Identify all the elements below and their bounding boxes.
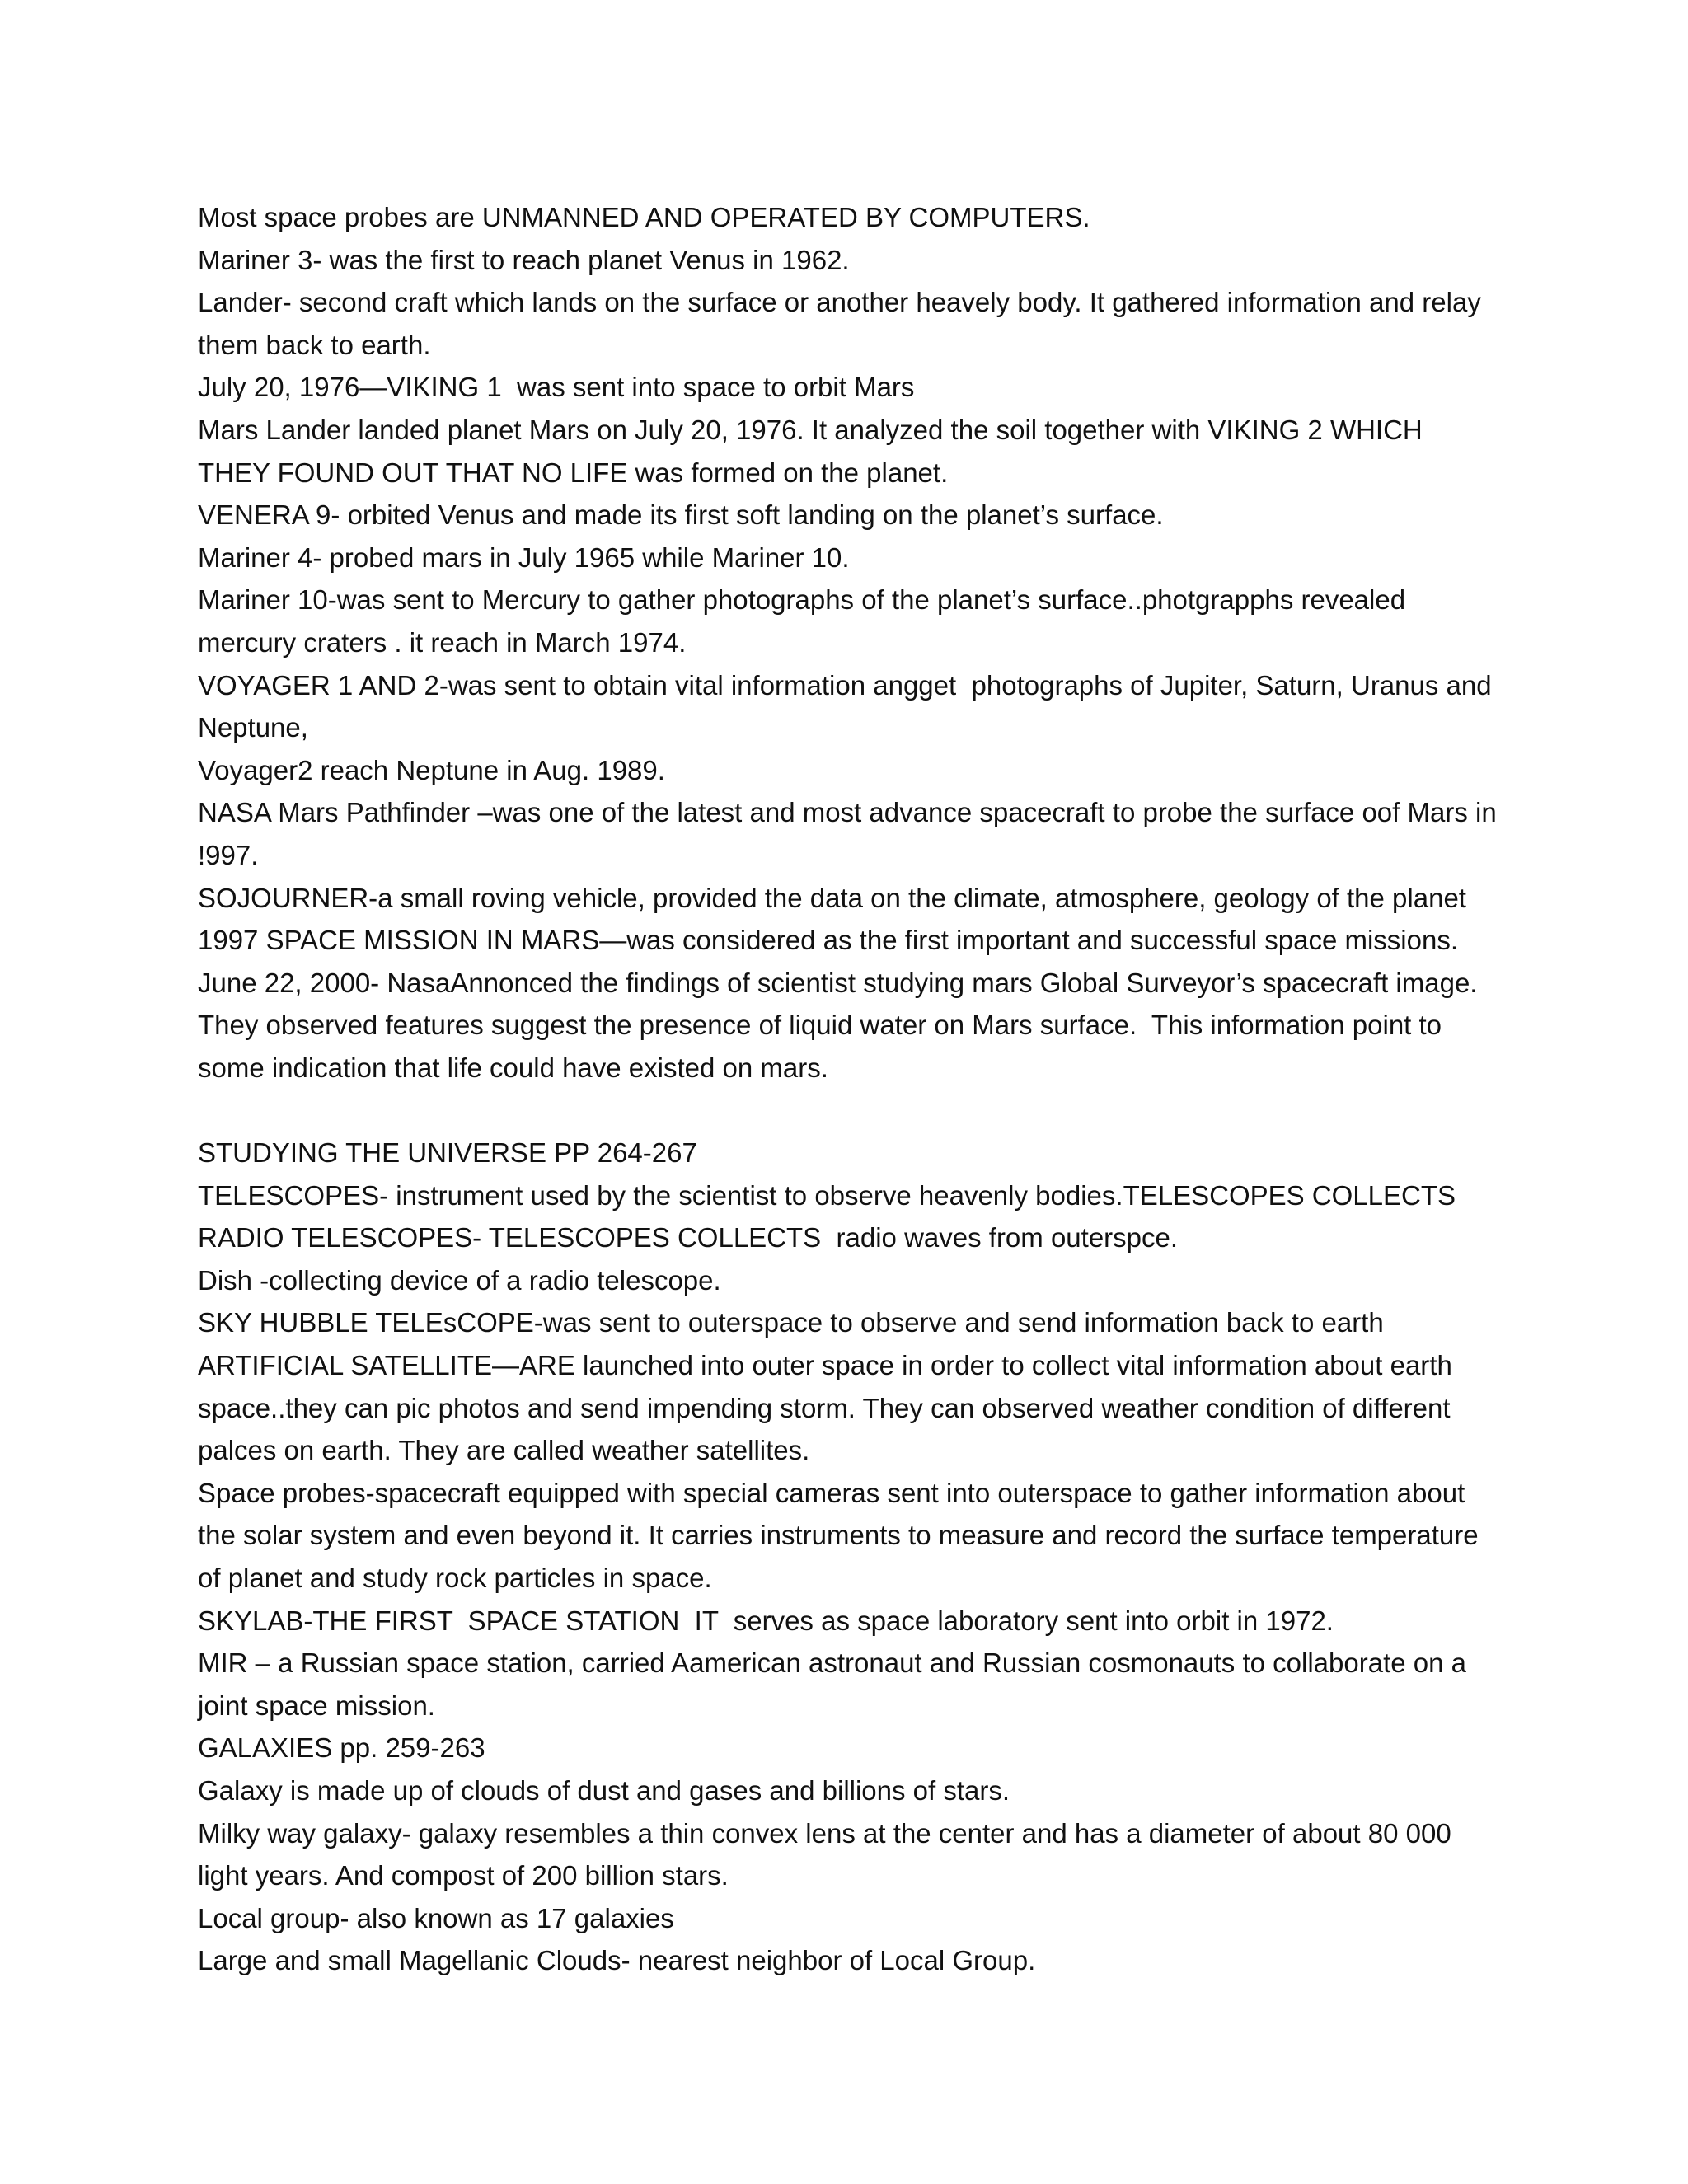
paragraph: ARTIFICIAL SATELLITE—ARE launched into outer space in order to collect vital information about earth space..they can pic photos and send impending storm. They can observed weather condition of different palces on earth. They are called weather satellites. — [198, 1350, 1460, 1466]
paragraph: Space probes-spacecraft equipped with special cameras sent into outerspace to gather information about the solar system and even beyond it. It carries instruments to measure and record the surface temperature of planet and study rock particles in space. — [198, 1477, 1486, 1593]
paragraph: Voyager2 reach Neptune in Aug. 1989. — [198, 754, 665, 785]
paragraph: Local group- also known as 17 galaxies — [198, 1902, 674, 1933]
paragraph: VENERA 9- orbited Venus and made its first soft landing on the planet’s surface. — [198, 499, 1164, 531]
studying-universe-section — [198, 1132, 1500, 1982]
paragraph: Galaxy is made up of clouds of dust and gases and billions of stars. — [198, 1774, 1010, 1806]
paragraph: Mariner 10-was sent to Mercury to gather photographs of the planet’s surface..photgrapphs revealed mercury craters . it reach in March 1974. — [198, 584, 1414, 658]
paragraph: SOJOURNER-a small roving vehicle, provided the data on the climate, atmosphere, geology of the planet — [198, 882, 1466, 913]
document-page — [198, 196, 1504, 1982]
space-probes-section — [198, 196, 1504, 1089]
paragraph: NASA Mars Pathfinder –was one of the latest and most advance spacecraft to probe the surface oof Mars in !997. — [198, 797, 1504, 870]
paragraph: TELESCOPES- instrument used by the scientist to observe heavenly bodies.TELESCOPES COLLECTS — [198, 1179, 1456, 1211]
paragraph: June 22, 2000- NasaAnnonced the findings of scientist studying mars Global Surveyor’s spacecraft image. They observed features suggest the presence of liquid water on Mars surface. This information point to some indication that life could have existed on mars. — [198, 967, 1485, 1083]
paragraph: Lander- second craft which lands on the surface or another heavely body. It gathered information and relay them back to earth. — [198, 287, 1489, 360]
paragraph: VOYAGER 1 AND 2-was sent to obtain vital information angget photographs of Jupiter, Saturn, Uranus and Neptune, — [198, 669, 1499, 743]
paragraph: 1997 SPACE MISSION IN MARS—was considered as the first important and successful space missions. — [198, 925, 1458, 956]
section-heading: GALAXIES pp. 259-263 — [198, 1732, 485, 1764]
paragraph: SKY HUBBLE TELEsCOPE-was sent to outerspace to observe and send information back to earth — [198, 1307, 1384, 1338]
paragraph: Dish -collecting device of a radio telescope. — [198, 1264, 721, 1296]
section-heading: STUDYING THE UNIVERSE PP 264-267 — [198, 1137, 697, 1169]
blank-line — [198, 1089, 1500, 1132]
paragraph: Large and small Magellanic Clouds- nearest neighbor of Local Group. — [198, 1945, 1036, 1976]
paragraph: SKYLAB-THE FIRST SPACE STATION IT serves as space laboratory sent into orbit in 1972. — [198, 1605, 1334, 1636]
paragraph: Most space probes are UNMANNED AND OPERATED BY COMPUTERS. — [198, 202, 1090, 232]
paragraph: RADIO TELESCOPES- TELESCOPES COLLECTS radio waves from outerspce. — [198, 1222, 1179, 1254]
paragraph: Mariner 4- probed mars in July 1965 while Mariner 10. — [198, 541, 850, 573]
paragraph: MIR – a Russian space station, carried Aamerican astronaut and Russian cosmonauts to collaborate on a joint space mission. — [198, 1647, 1475, 1721]
paragraph: Mars Lander landed planet Mars on July 20, 1976. It analyzed the soil together with VIKING 2 WHICH THEY FOUND OUT THAT NO LIFE was formed on the planet. — [198, 414, 1430, 488]
paragraph: July 20, 1976—VIKING 1 was sent into space to orbit Mars — [198, 372, 915, 403]
paragraph: Mariner 3- was the first to reach planet Venus in 1962. — [198, 244, 850, 275]
paragraph: Milky way galaxy- galaxy resembles a thin convex lens at the center and has a diameter of about 80 000 light years. And compost of 200 billion stars. — [198, 1817, 1459, 1891]
